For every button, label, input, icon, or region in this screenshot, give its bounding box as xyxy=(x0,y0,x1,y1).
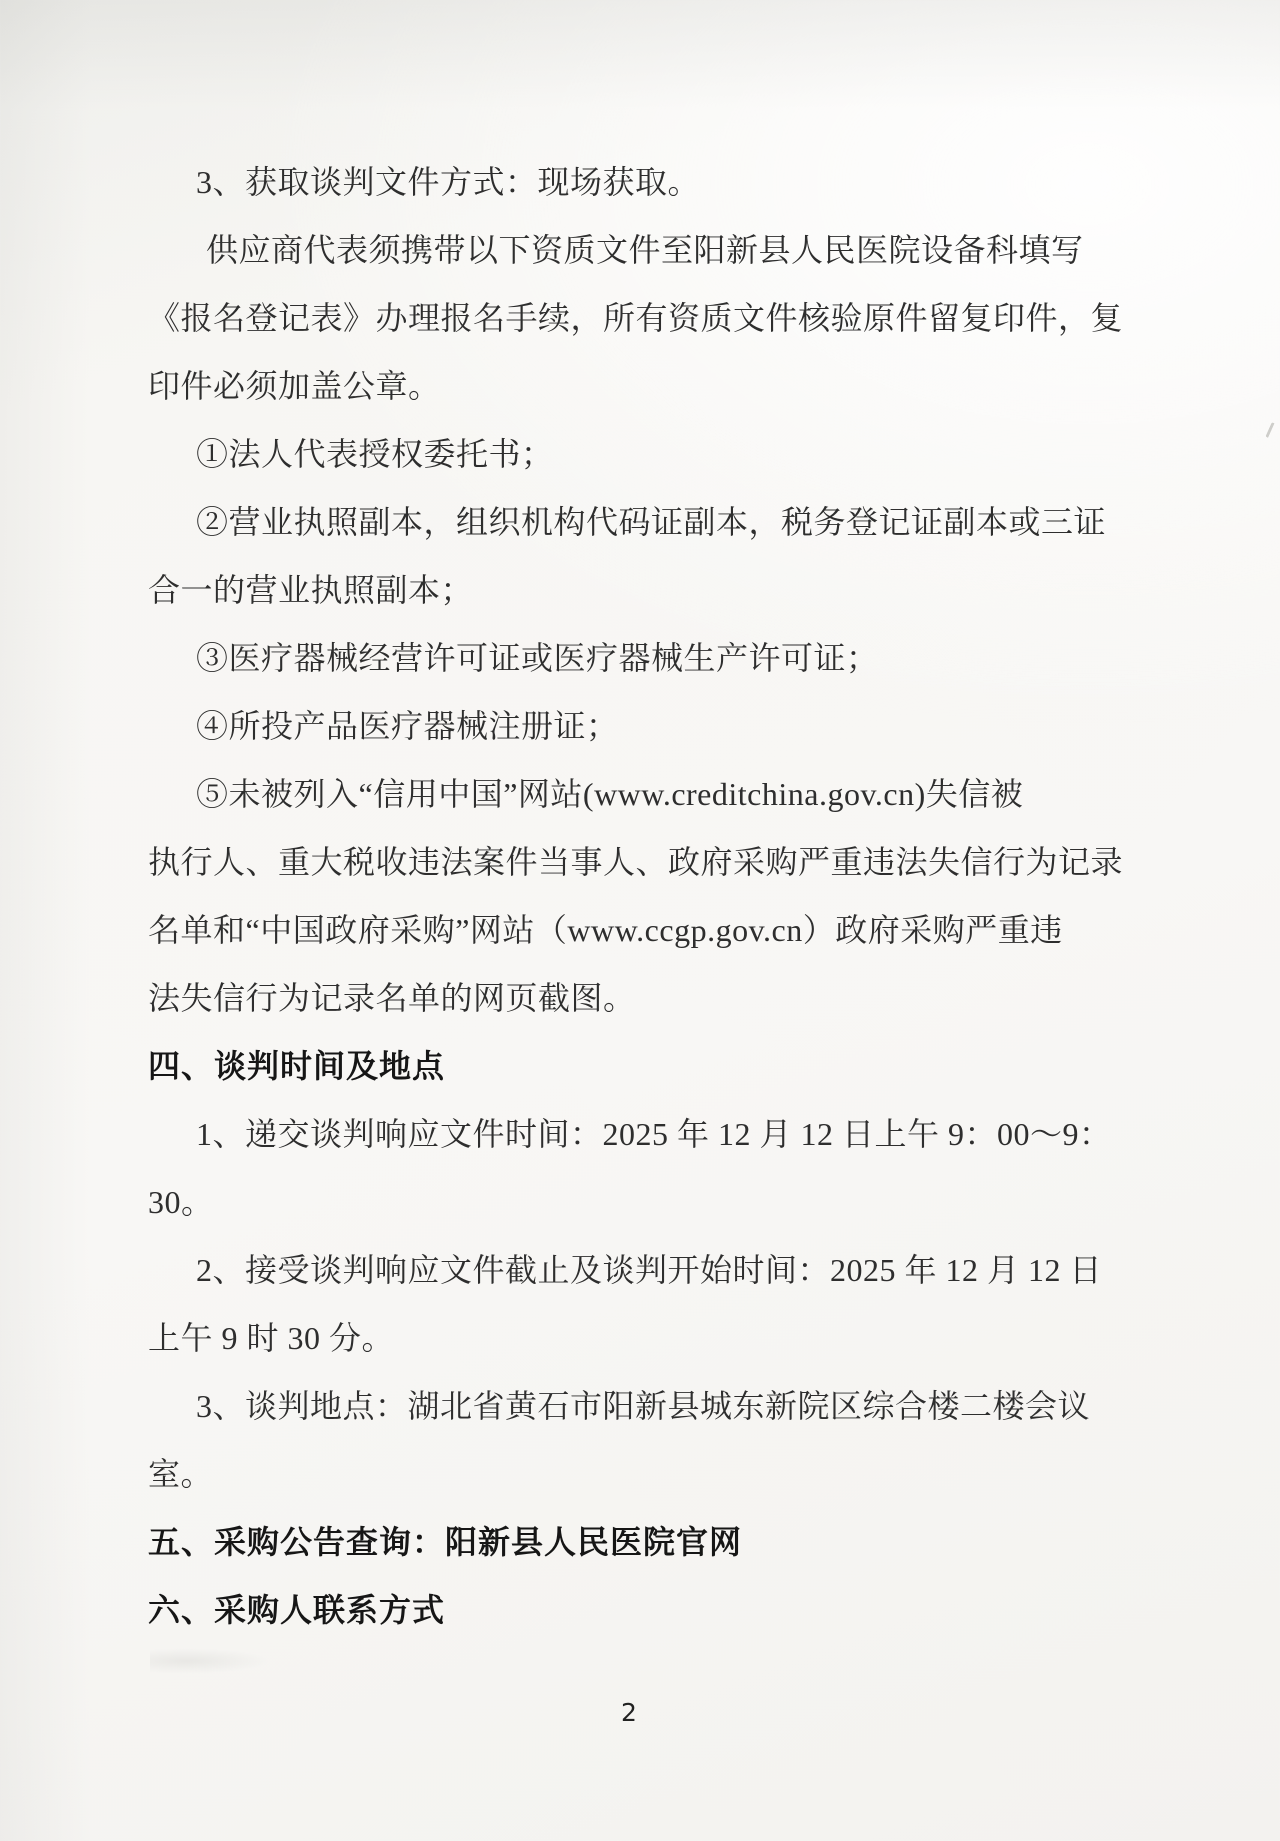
text-line: 合一的营业执照副本； xyxy=(148,572,474,608)
scan-artifact-right-edge xyxy=(1265,422,1280,442)
text-line: ④所投产品医疗器械注册证； xyxy=(196,708,619,744)
scan-artifact-smudge xyxy=(150,1648,270,1674)
heading-line: 六、采购人联系方式 xyxy=(148,1592,446,1628)
text-line: 2、接受谈判响应文件截止及谈判开始时间：2025 年 12 月 12 日 xyxy=(196,1252,1103,1288)
text-line: ⑤未被列入“信用中国”网站(www.creditchina.gov.cn)失信被 xyxy=(196,776,1024,812)
page-number: 2 xyxy=(621,1698,637,1727)
scan-shading-left xyxy=(0,0,90,1841)
document-body xyxy=(148,148,1124,1644)
scan-shading-top xyxy=(0,0,1280,110)
text-line: 法失信行为记录名单的网页截图。 xyxy=(148,980,636,1016)
text-line: 室。 xyxy=(148,1456,214,1492)
text-line: 1、递交谈判响应文件时间：2025 年 12 月 12 日上午 9：00～9： xyxy=(196,1116,1112,1152)
text-line: 3、获取谈判文件方式：现场获取。 xyxy=(196,164,701,200)
text-line: ②营业执照副本，组织机构代码证副本，税务登记证副本或三证 xyxy=(196,504,1107,540)
text-line: ①法人代表授权委托书； xyxy=(196,436,554,472)
text-line: 《报名登记表》办理报名手续，所有资质文件核验原件留复印件，复 xyxy=(148,300,1124,336)
heading-line: 四、谈判时间及地点 xyxy=(148,1048,446,1084)
text-line: 印件必须加盖公章。 xyxy=(148,368,441,404)
text-line: ③医疗器械经营许可证或医疗器械生产许可证； xyxy=(196,640,879,676)
text-line: 3、谈判地点：湖北省黄石市阳新县城东新院区综合楼二楼会议 xyxy=(196,1388,1091,1424)
text-line: 执行人、重大税收违法案件当事人、政府采购严重违法失信行为记录 xyxy=(148,844,1124,880)
text-line: 30。 xyxy=(148,1184,214,1220)
text-line: 上午 9 时 30 分。 xyxy=(148,1320,395,1356)
text-line: 名单和“中国政府采购”网站（www.ccgp.gov.cn）政府采购严重违 xyxy=(148,912,1063,948)
text-line: 供应商代表须携带以下资质文件至阳新县人民医院设备科填写 xyxy=(206,232,1084,268)
heading-line: 五、采购公告查询：阳新县人民医院官网 xyxy=(148,1524,743,1560)
